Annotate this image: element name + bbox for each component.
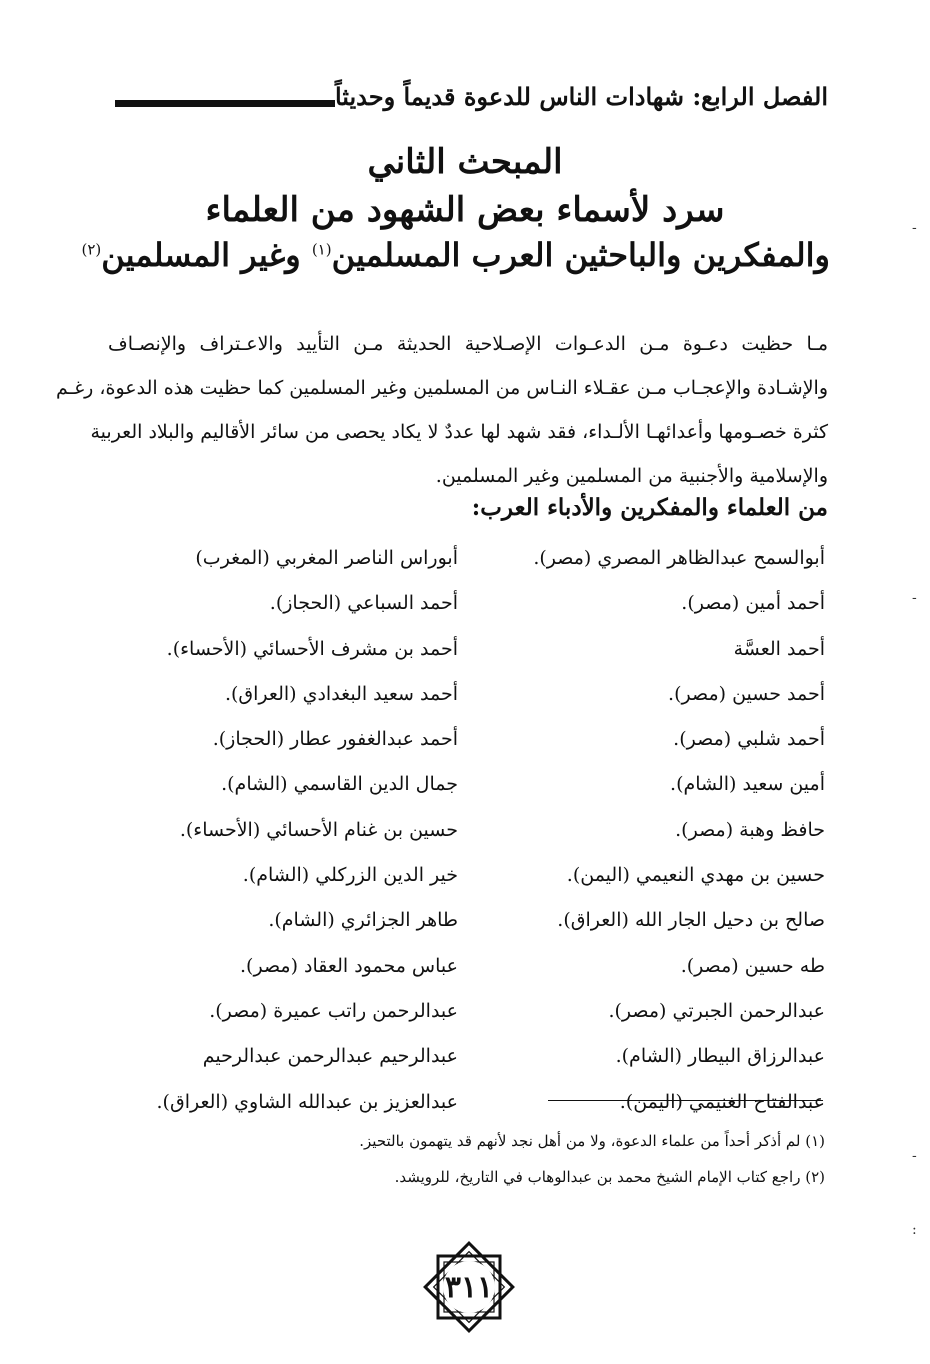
intro-line: مـا حظيت دعـوة مـن الدعـوات الإصـلاحية الحديثة مـن التأييد والاعـتراف والإنصـاف	[108, 333, 828, 355]
list-item: عبدالرحمن الجبرتي (مصر).	[608, 999, 825, 1022]
footnote-2: (٢) راجع كتاب الإمام الشيخ محمد بن عبدالوهاب في التاريخ، للرويشد.	[394, 1168, 825, 1186]
section-title-line-2: سرد لأسماء بعض الشهود من العلماء	[205, 190, 725, 230]
list-item: عبدالعزيز بن عبدالله الشاوي (العراق).	[156, 1090, 458, 1113]
list-item: حسين بن مهدي النعيمي (اليمن).	[566, 864, 825, 887]
intro-line: كثرة خصـومها وأعدائهـا الألـداء، فقد شهد لها عددٌ لا يكاد يحصى من سائر الأقاليم والبلاد العربية	[90, 421, 828, 443]
list-item: عبدالفتاح الغنيمي (اليمن).	[619, 1090, 825, 1113]
running-header	[88, 78, 828, 114]
section-title-line-3	[81, 236, 830, 274]
list-item: أحمد شلبي (مصر).	[673, 728, 825, 751]
list-item: أحمد العسَّة	[733, 637, 825, 660]
list-item: أحمد أمين (مصر).	[681, 592, 825, 615]
list-item: عبدالرزاق البيطار (الشام).	[615, 1045, 825, 1068]
section-title-line-1: المبحث الثاني	[367, 142, 563, 182]
list-item: جمال الدين القاسمي (الشام).	[221, 773, 458, 796]
list-item: عبدالرحيم عبدالرحمن عبدالرحيم	[202, 1045, 458, 1068]
section-title-line-3-part-a: والمفكرين والباحثين العرب المسلمين	[331, 236, 830, 274]
margin-mark: -	[912, 1148, 917, 1164]
list-item: حسين بن غنام الأحسائي (الأحساء).	[179, 818, 458, 841]
intro-paragraph	[56, 322, 828, 498]
list-item: أحمد حسين (مصر).	[668, 682, 825, 705]
margin-mark: -	[912, 590, 917, 606]
list-heading: من العلماء والمفكرين والأدباء العرب:	[471, 494, 828, 521]
list-item: طه حسين (مصر).	[680, 954, 825, 977]
footnote-1: (١) لم أذكر أحداً من علماء الدعوة، ولا من أهل نجد لأنهم قد يتهمون بالتحيز.	[359, 1132, 825, 1150]
list-item: أمين سعيد (الشام).	[670, 773, 825, 796]
list-item: أبوراس الناصر المغربي (المغرب)	[195, 547, 458, 569]
names-list-right-column	[470, 536, 825, 1125]
running-header-title: الفصل الرابع: شهادات الناس للدعوة قديماً وحديثاً	[334, 81, 828, 111]
margin-mark: -	[912, 220, 917, 236]
list-item: أحمد سعيد البغدادي (العراق).	[224, 682, 458, 705]
list-item: أحمد بن مشرف الأحسائي (الأحساء).	[166, 637, 458, 660]
list-item: عباس محمود العقاد (مصر).	[240, 954, 458, 977]
section-title-line-3-part-b: وغير المسلمين	[101, 236, 312, 274]
header-rule	[115, 100, 335, 107]
list-item: خير الدين الزركلي (الشام).	[242, 864, 458, 887]
list-item: طاهر الجزائري (الشام).	[268, 909, 458, 932]
list-item: أحمد عبدالغفور عطار (الحجاز).	[212, 728, 458, 751]
intro-line: والإشـادة والإعجـاب مـن عقـلاء النـاس من المسلمين وغير المسلمين كما حظيت هذه الدعوة، رغـم	[56, 377, 828, 399]
names-list-left-column	[100, 536, 458, 1125]
page-number-ornament	[418, 1236, 520, 1338]
list-item: عبدالرحمن راتب عميرة (مصر).	[209, 999, 458, 1022]
list-item: أبوالسمح عبدالظاهر المصري (مصر).	[533, 547, 825, 569]
footnote-ref-1[interactable]: (١)	[311, 240, 332, 259]
footnote-divider	[548, 1100, 823, 1101]
intro-line: والإسلامية والأجنبية من المسلمين وغير المسلمين.	[435, 465, 828, 487]
footnote-ref-2[interactable]: (٢)	[81, 240, 102, 259]
margin-mark: :	[912, 1222, 917, 1238]
list-item: أحمد السباعي (الحجاز).	[269, 592, 458, 615]
page-number: ٣١١	[444, 1269, 494, 1305]
list-item: حافظ وهبة (مصر).	[675, 818, 825, 841]
list-item: صالح بن دحيل الجار الله (العراق).	[557, 909, 825, 932]
